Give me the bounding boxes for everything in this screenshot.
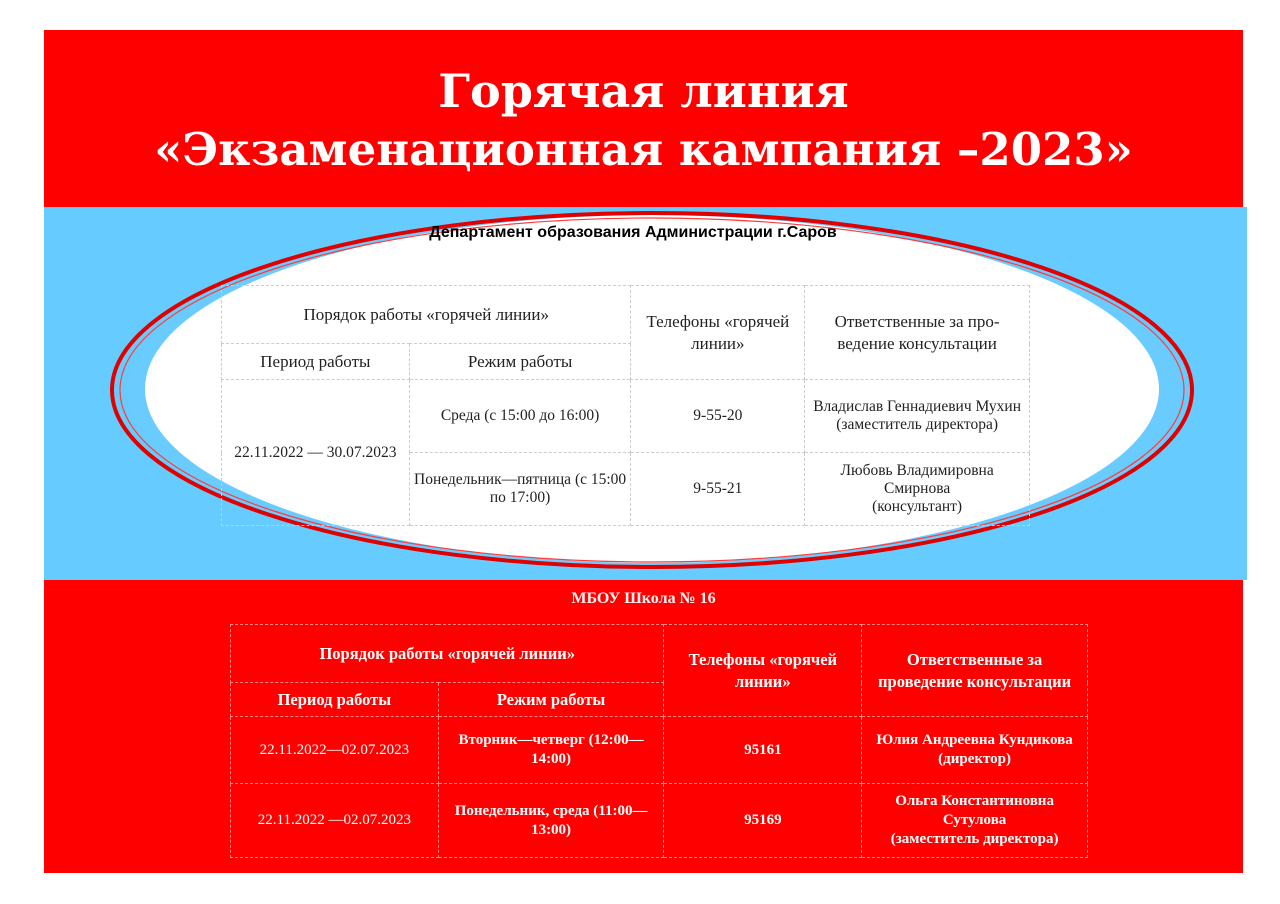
department-table bbox=[221, 285, 1030, 526]
school-row-1-mode: Вторник—четверг (12:00—14:00) bbox=[438, 717, 664, 784]
title-line-1: Горячая линия bbox=[438, 64, 849, 118]
header-responsible: Ответственные за про-ведение консультации bbox=[805, 286, 1030, 380]
header-mode: Режим работы bbox=[409, 344, 631, 380]
title-line-2: «Экзаменационная кампания –2023» bbox=[154, 123, 1133, 176]
school-row-2-mode: Понедельник, среда (11:00—13:00) bbox=[438, 784, 664, 858]
department-row-2-phone: 9-55-21 bbox=[631, 453, 805, 526]
school-row-1-phone: 95161 bbox=[664, 717, 862, 784]
department-title: Департамент образования Администрации г.Саров bbox=[429, 224, 837, 241]
school-row-1-role: (директор) bbox=[938, 751, 1012, 767]
department-row-2-role: (консультант) bbox=[872, 498, 963, 515]
header-period: Период работы bbox=[222, 344, 410, 380]
header-order: Порядок работы «горячей линии» bbox=[222, 286, 631, 344]
school-header-phones: Телефоны «горячей линии» bbox=[664, 625, 862, 717]
department-row-2-name: Любовь Владимировна Смирнова bbox=[840, 462, 994, 497]
school-table bbox=[230, 624, 1088, 858]
school-header-period: Период работы bbox=[231, 683, 439, 717]
header-phones: Телефоны «горячей линии» bbox=[631, 286, 805, 380]
department-row-1-phone: 9-55-20 bbox=[631, 380, 805, 453]
school-row-2-role: (заместитель директора) bbox=[890, 831, 1059, 847]
department-row-2-responsible bbox=[805, 453, 1030, 526]
school-row-1-name: Юлия Андреевна Кундикова bbox=[876, 732, 1073, 748]
school-header-order: Порядок работы «горячей линии» bbox=[231, 625, 664, 683]
school-title: МБОУ Школа № 16 bbox=[571, 590, 716, 607]
school-row-1-period: 22.11.2022—02.07.2023 bbox=[231, 717, 439, 784]
department-row-1-name: Владислав Геннадиевич Мухин bbox=[813, 398, 1021, 415]
school-header-mode: Режим работы bbox=[438, 683, 664, 717]
department-row-2-mode: Понедельник—пятница (с 15:00 по 17:00) bbox=[409, 453, 631, 526]
school-header-responsible: Ответственные за проведение консультации bbox=[862, 625, 1088, 717]
school-row-2-phone: 95169 bbox=[664, 784, 862, 858]
department-row-1-role: (заместитель директора) bbox=[836, 416, 998, 433]
school-row-2-responsible bbox=[862, 784, 1088, 858]
department-row-1-mode: Среда (с 15:00 до 16:00) bbox=[409, 380, 631, 453]
school-row-2-period: 22.11.2022 —02.07.2023 bbox=[231, 784, 439, 858]
department-period: 22.11.2022 — 30.07.2023 bbox=[222, 380, 410, 526]
school-row-1-responsible bbox=[862, 717, 1088, 784]
school-row-2-name: Ольга Константиновна Сутулова bbox=[895, 793, 1054, 828]
department-row-1-responsible bbox=[805, 380, 1030, 453]
